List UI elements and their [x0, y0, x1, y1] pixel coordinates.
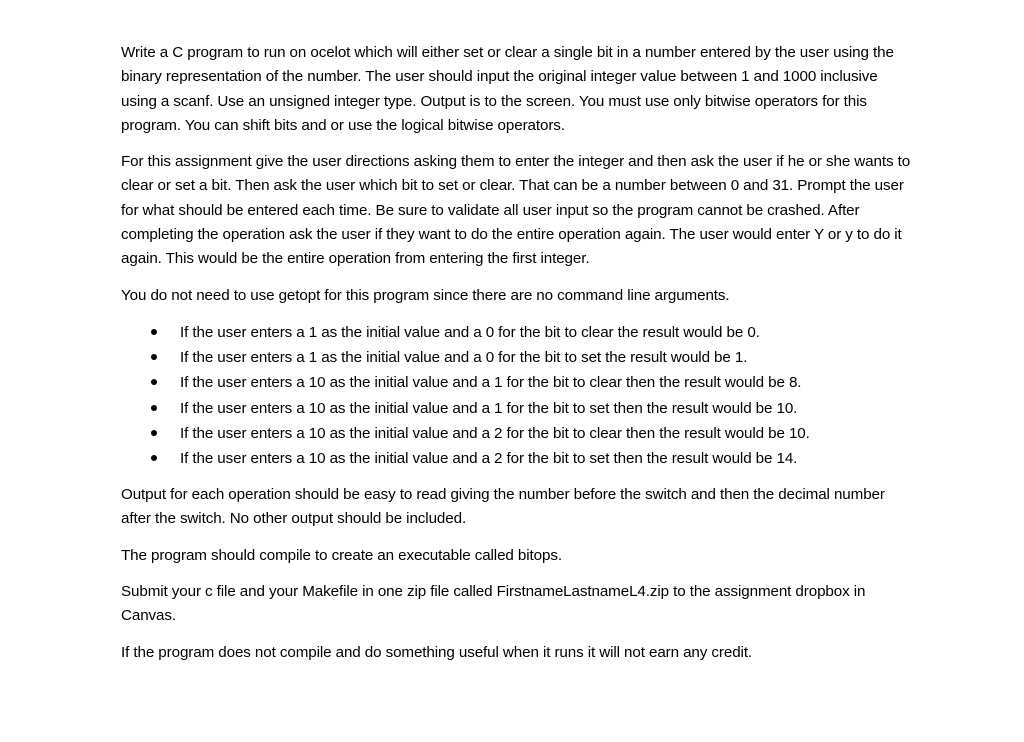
- bullet-icon: [151, 455, 157, 461]
- bullet-icon: [151, 329, 157, 335]
- outro-paragraph-grading-note: If the program does not compile and do something useful when it runs it will not earn any credit.: [121, 643, 753, 661]
- bullet-icon: [151, 405, 157, 411]
- list-item: [121, 370, 911, 395]
- examples-bullet-list: [121, 320, 911, 471]
- outro-paragraph-output-format: Output for each operation should be easy to read giving the number before the switch and then the decimal number after the switch. No other output should be included.: [121, 486, 885, 528]
- list-item: [121, 345, 911, 370]
- bullet-icon: [151, 379, 157, 385]
- list-item-text: If the user enters a 1 as the initial value and a 0 for the bit to set the result would be 1.: [180, 349, 748, 367]
- list-item-text: If the user enters a 1 as the initial value and a 0 for the bit to clear the result would be 0.: [180, 323, 760, 341]
- intro-paragraph-getopt-note: You do not need to use getopt for this program since there are no command line arguments.: [121, 286, 730, 304]
- list-item-text: If the user enters a 10 as the initial value and a 2 for the bit to clear then the result would be 10.: [180, 424, 810, 442]
- list-item: [121, 396, 911, 421]
- intro-paragraph-program-description: Write a C program to run on ocelot which will either set or clear a single bit in a number entered by the user using the binary representation of the number. The user should input the original integer value between 1 and 1000 inclusive using a scanf. Use an unsigned integer type. Output is to the screen. You must use only bitwise operators for this program. You can shift bits and or use the logical bitwise operators.: [121, 44, 894, 134]
- intro-paragraph-user-directions: For this assignment give the user directions asking them to enter the integer and then ask the user if he or she wants to clear or set a bit. Then ask the user which bit to set or clear. That can be a number between 0 and 31. Prompt the user for what should be entered each time. Be sure to validate all user input so the program cannot be crashed. After completing the operation ask the user if they want to do the entire operation again. The user would enter Y or y to do it again. This would be the entire operation from entering the first integer.: [121, 153, 911, 268]
- list-item: [121, 320, 911, 345]
- outro-paragraph-executable-name: The program should compile to create an executable called bitops.: [121, 546, 562, 564]
- assignment-document: [121, 41, 911, 677]
- outro-paragraph-submission: Submit your c file and your Makefile in one zip file called FirstnameLastnameL4.zip to the assignment dropbox in Canvas.: [121, 583, 866, 625]
- list-item: [121, 421, 911, 446]
- bullet-icon: [151, 430, 157, 436]
- bullet-icon: [151, 354, 157, 360]
- list-item: [121, 446, 911, 471]
- list-item-text: If the user enters a 10 as the initial value and a 2 for the bit to set then the result would be 14.: [180, 449, 798, 467]
- list-item-text: If the user enters a 10 as the initial value and a 1 for the bit to set then the result would be 10.: [180, 399, 798, 417]
- list-item-text: If the user enters a 10 as the initial value and a 1 for the bit to clear then the result would be 8.: [180, 374, 802, 392]
